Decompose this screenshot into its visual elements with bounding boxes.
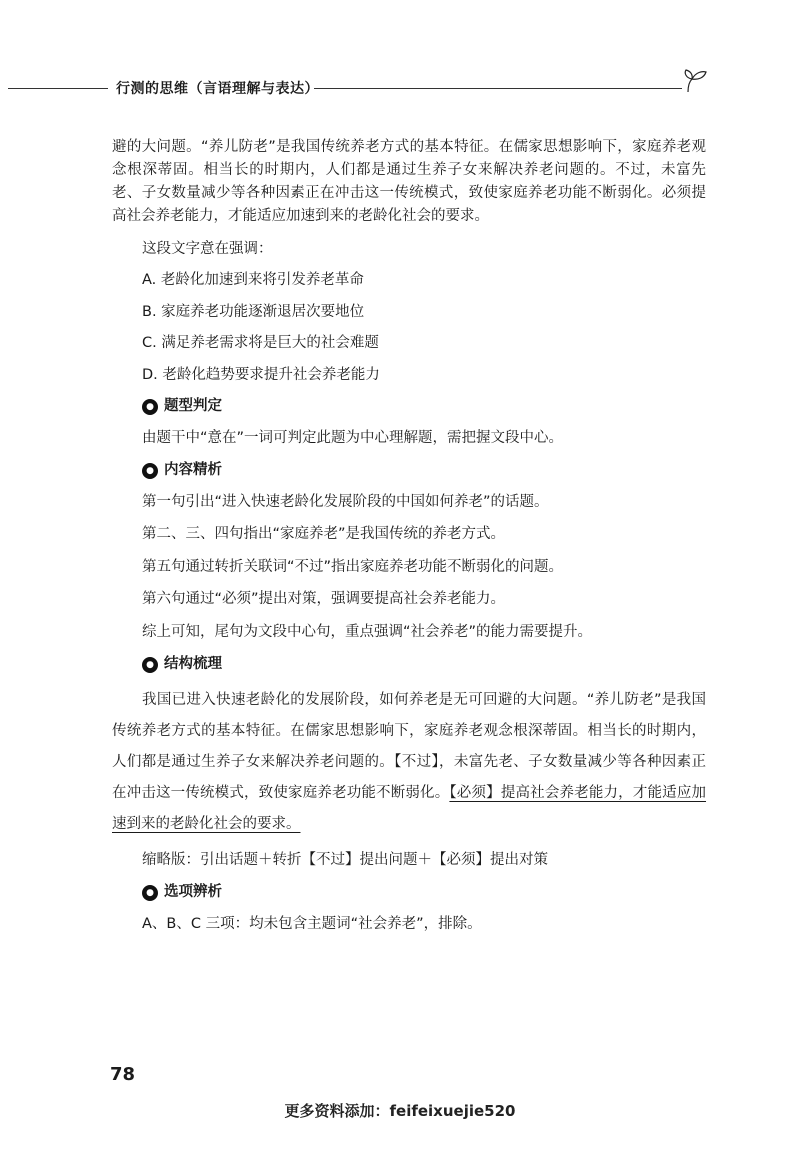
structure-summary: 缩略版：引出话题＋转折【不过】提出问题＋【必须】提出对策 <box>142 851 548 868</box>
sprout-icon <box>682 66 710 94</box>
bullet-icon: ● <box>142 399 158 415</box>
header-rule-right <box>314 88 682 89</box>
section-title: 选项辨析 <box>164 884 222 900</box>
bullet-icon: ● <box>142 463 158 479</box>
section-heading-options <box>142 881 706 904</box>
structure-text: 我国已进入快速老龄化的发展阶段，如何养老是无可回避的大问题。“养儿防老”是我国传统养老方式的基本特征。在儒家思想影响下，家庭养老观念根深蒂固。相当长的时期内，人们都是通过生养子女来解决养老问题的。【不过】，未富先老、子女数量减少等各种因素正在冲击这一传统模式，致使家庭养老功能不断弱化。 <box>112 691 706 801</box>
page-number: 78 <box>110 1064 136 1085</box>
option-c: C. 满足养老需求将是巨大的社会难题 <box>142 335 379 351</box>
section-title: 内容精析 <box>164 462 222 478</box>
header-rule-left <box>8 88 108 89</box>
question-stem: 这段文字意在强调： <box>142 241 273 257</box>
bullet-icon: ● <box>142 657 158 673</box>
section-heading-structure <box>142 653 706 676</box>
structure-underlined-text: 【必须】提高社会养老能力，才能适应加速到来的老龄化社会的要求。 <box>112 784 707 832</box>
section-title: 题型判定 <box>164 398 222 414</box>
option-b: B. 家庭养老功能逐渐退居次要地位 <box>142 303 365 320</box>
content-line: 第二、三、四句指出“家庭养老”是我国传统的养老方式。 <box>142 526 506 542</box>
section-heading-type <box>142 395 706 418</box>
option-a: A. 老龄化加速到来将引发养老革命 <box>142 272 364 288</box>
intro-paragraph: 避的大问题。“养儿防老”是我国传统养老方式的基本特征。在儒家思想影响下，家庭养老观念根深蒂固。相当长的时期内，人们都是通过生养子女来解决养老问题的。不过，未富先老、子女数量减少等各种因素正在冲击这一传统模式，致使家庭养老功能不断弱化。必须提高社会养老能力，才能适应加速到来的老龄化社会的要求。 <box>112 139 706 224</box>
options-analysis-text: A、B、C 三项：均未包含主题词“社会养老”，排除。 <box>142 915 482 932</box>
page-body <box>112 136 706 945</box>
content-line: 第六句通过“必须”提出对策，强调要提高社会养老能力。 <box>142 591 506 607</box>
content-line: 综上可知，尾句为文段中心句，重点强调“社会养老”的能力需要提升。 <box>142 623 593 640</box>
content-line: 第五句通过转折关联词“不过”指出家庭养老功能不断弱化的问题。 <box>142 558 564 575</box>
section-heading-content <box>142 459 706 482</box>
section-title: 结构梳理 <box>164 656 222 672</box>
footer-note: 更多资料添加：feifeixuejie520 <box>284 1102 516 1120</box>
content-line: 第一句引出“进入快速老龄化发展阶段的中国如何养老”的话题。 <box>142 493 549 510</box>
option-d: D. 老龄化趋势要求提升社会养老能力 <box>142 366 380 383</box>
running-header <box>0 62 800 102</box>
header-title: 行测的思维（言语理解与表达） <box>116 81 319 97</box>
structure-paragraph <box>112 685 706 840</box>
bullet-icon: ● <box>142 885 158 901</box>
type-text: 由题干中“意在”一词可判定此题为中心理解题，需把握文段中心。 <box>142 429 564 446</box>
